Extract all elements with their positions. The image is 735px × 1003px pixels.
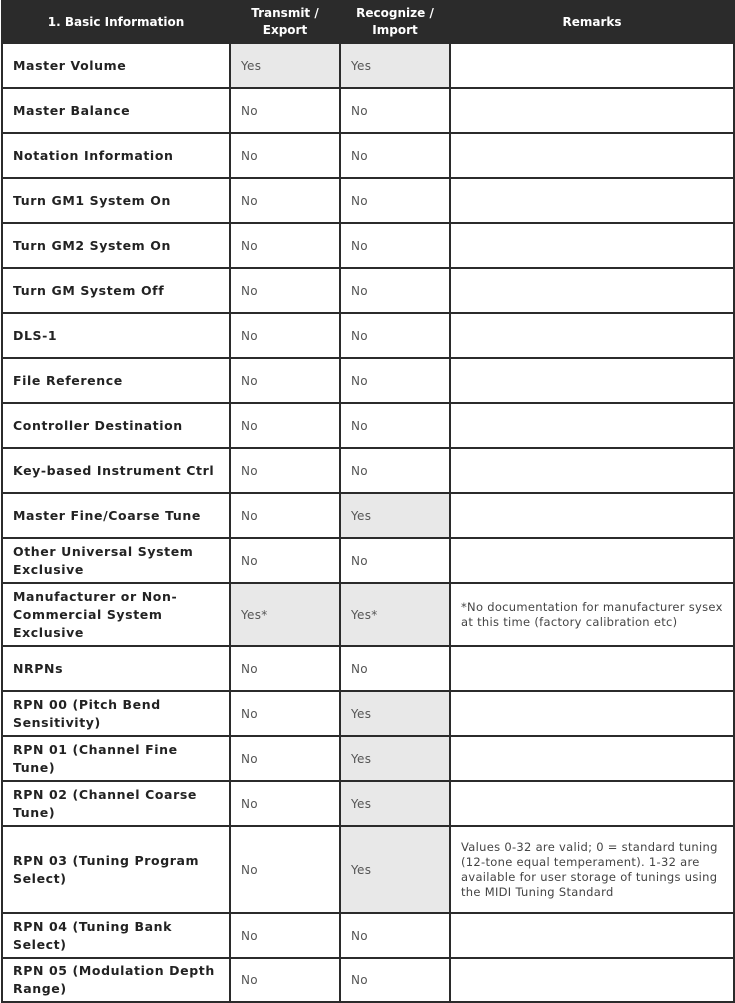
parameter-cell: RPN 03 (Tuning Program Select) [2, 826, 230, 913]
recognize-cell: No [340, 358, 450, 403]
parameter-cell: Manufacturer or Non-Commercial System Exclusive [2, 583, 230, 646]
transmit-cell: No [230, 448, 340, 493]
table-row [2, 268, 734, 313]
remarks-cell [450, 493, 734, 538]
table-row [2, 958, 734, 1002]
table-row [2, 313, 734, 358]
table-row [2, 646, 734, 691]
transmit-cell: No [230, 736, 340, 781]
transmit-cell: Yes* [230, 583, 340, 646]
table-row [2, 538, 734, 583]
table-body [2, 43, 734, 1002]
remarks-cell [450, 691, 734, 736]
table-row [2, 583, 734, 646]
recognize-cell: Yes* [340, 583, 450, 646]
remarks-cell: Values 0-32 are valid; 0 = standard tuning (12-tone equal temperament). 1-32 are available for user storage of tunings using the MIDI Tuning Standard [450, 826, 734, 913]
transmit-cell: No [230, 781, 340, 826]
transmit-cell: No [230, 223, 340, 268]
transmit-cell: No [230, 268, 340, 313]
table-row [2, 691, 734, 736]
transmit-cell: No [230, 493, 340, 538]
table-row [2, 358, 734, 403]
remarks-cell: *No documentation for manufacturer sysex at this time (factory calibration etc) [450, 583, 734, 646]
midi-implementation-table [1, 0, 735, 1003]
recognize-cell: No [340, 448, 450, 493]
recognize-cell: No [340, 958, 450, 1002]
transmit-cell: No [230, 691, 340, 736]
parameter-cell: Other Universal System Exclusive [2, 538, 230, 583]
parameter-cell: RPN 05 (Modulation Depth Range) [2, 958, 230, 1002]
table-row [2, 781, 734, 826]
table-row [2, 736, 734, 781]
header-transmit: Transmit / Export [230, 1, 340, 43]
remarks-cell [450, 781, 734, 826]
header-row [2, 1, 734, 43]
transmit-cell: No [230, 826, 340, 913]
transmit-cell: No [230, 538, 340, 583]
transmit-cell: No [230, 913, 340, 958]
parameter-cell: Master Fine/Coarse Tune [2, 493, 230, 538]
table-row [2, 913, 734, 958]
table-row [2, 133, 734, 178]
remarks-cell [450, 448, 734, 493]
remarks-cell [450, 958, 734, 1002]
parameter-cell: Controller Destination [2, 403, 230, 448]
remarks-cell [450, 403, 734, 448]
table-row [2, 43, 734, 88]
table-row [2, 403, 734, 448]
recognize-cell: No [340, 223, 450, 268]
transmit-cell: No [230, 646, 340, 691]
remarks-cell [450, 268, 734, 313]
parameter-cell: DLS-1 [2, 313, 230, 358]
table-row [2, 826, 734, 913]
parameter-cell: Master Balance [2, 88, 230, 133]
recognize-cell: Yes [340, 826, 450, 913]
parameter-cell: RPN 00 (Pitch Bend Sensitivity) [2, 691, 230, 736]
remarks-cell [450, 313, 734, 358]
recognize-cell: No [340, 313, 450, 358]
parameter-cell: Turn GM2 System On [2, 223, 230, 268]
recognize-cell: Yes [340, 781, 450, 826]
recognize-cell: No [340, 268, 450, 313]
remarks-cell [450, 646, 734, 691]
table-row [2, 448, 734, 493]
parameter-cell: RPN 02 (Channel Coarse Tune) [2, 781, 230, 826]
parameter-cell: Turn GM1 System On [2, 178, 230, 223]
parameter-cell: Turn GM System Off [2, 268, 230, 313]
transmit-cell: No [230, 88, 340, 133]
table-row [2, 493, 734, 538]
recognize-cell: No [340, 133, 450, 178]
remarks-cell [450, 736, 734, 781]
header-recognize: Recognize / Import [340, 1, 450, 43]
remarks-cell [450, 223, 734, 268]
parameter-cell: NRPNs [2, 646, 230, 691]
parameter-cell: File Reference [2, 358, 230, 403]
remarks-cell [450, 913, 734, 958]
remarks-cell [450, 133, 734, 178]
recognize-cell: Yes [340, 736, 450, 781]
transmit-cell: No [230, 958, 340, 1002]
recognize-cell: No [340, 538, 450, 583]
parameter-cell: RPN 04 (Tuning Bank Select) [2, 913, 230, 958]
recognize-cell: No [340, 913, 450, 958]
remarks-cell [450, 88, 734, 133]
table-row [2, 178, 734, 223]
table-row [2, 88, 734, 133]
recognize-cell: No [340, 88, 450, 133]
transmit-cell: No [230, 403, 340, 448]
recognize-cell: Yes [340, 493, 450, 538]
recognize-cell: No [340, 646, 450, 691]
header-parameter: 1. Basic Information [2, 1, 230, 43]
transmit-cell: No [230, 313, 340, 358]
remarks-cell [450, 538, 734, 583]
transmit-cell: No [230, 358, 340, 403]
parameter-cell: Notation Information [2, 133, 230, 178]
recognize-cell: No [340, 403, 450, 448]
parameter-cell: Key-based Instrument Ctrl [2, 448, 230, 493]
remarks-cell [450, 358, 734, 403]
transmit-cell: No [230, 133, 340, 178]
parameter-cell: Master Volume [2, 43, 230, 88]
recognize-cell: Yes [340, 43, 450, 88]
remarks-cell [450, 178, 734, 223]
transmit-cell: Yes [230, 43, 340, 88]
transmit-cell: No [230, 178, 340, 223]
parameter-cell: RPN 01 (Channel Fine Tune) [2, 736, 230, 781]
remarks-cell [450, 43, 734, 88]
table-row [2, 223, 734, 268]
recognize-cell: Yes [340, 691, 450, 736]
header-remarks: Remarks [450, 1, 734, 43]
recognize-cell: No [340, 178, 450, 223]
